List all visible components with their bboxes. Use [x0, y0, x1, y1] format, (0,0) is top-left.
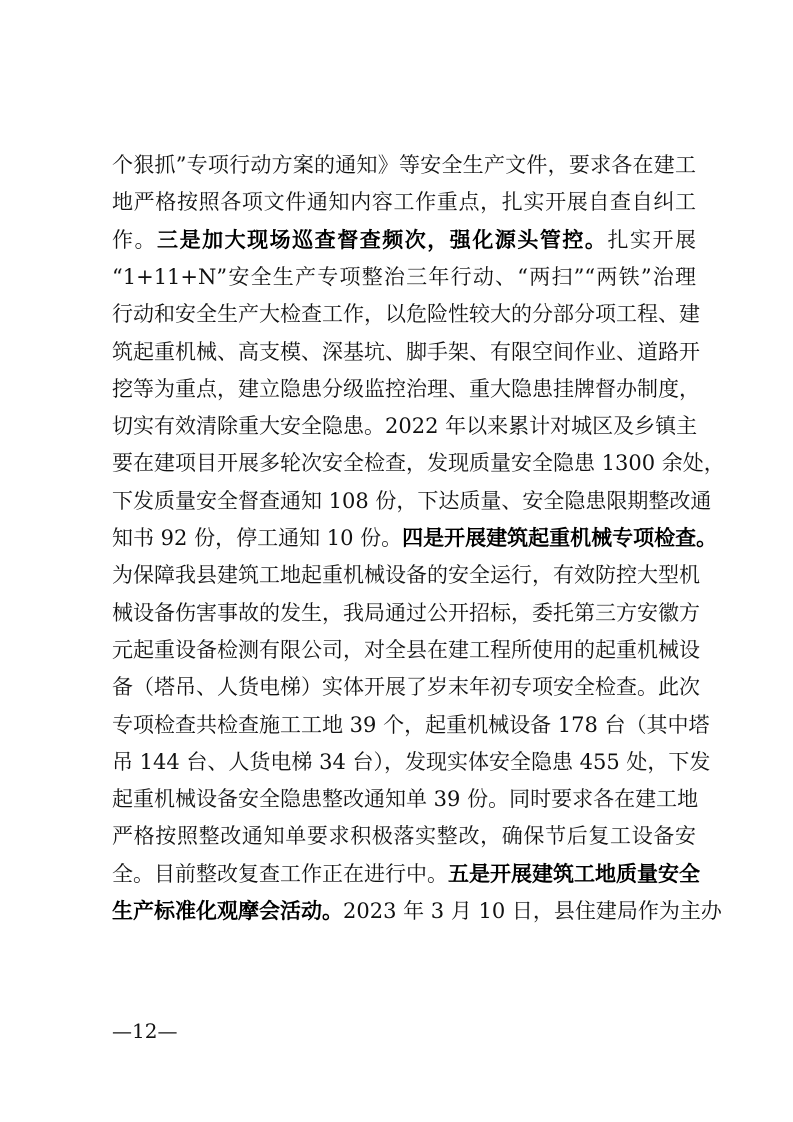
text-line — [112, 557, 700, 593]
text-segment: 为保障我县建筑工地起重机械设备的安全运行，有效防控大型机 — [112, 563, 700, 588]
text-line — [112, 408, 696, 444]
text-line — [112, 296, 700, 332]
text-segment: 地严格按照各项文件通知内容工作重点，扎实开展自查自纠工 — [112, 190, 696, 215]
text-line — [112, 371, 700, 407]
text-segment: 作。 — [112, 227, 158, 252]
text-segment: 个狠抓”专项行动方案的通知》等安全生产文件，要求各在建工 — [112, 153, 696, 177]
text-segment: 行动和安全生产大检查工作，以危险性较大的分部分项工程、建 — [112, 302, 700, 327]
text-segment: 知书 92 份，停工通知 10 份。 — [112, 526, 403, 550]
text-segment: 扎实开展 — [607, 227, 697, 252]
text-line — [112, 818, 696, 854]
text-segment: 全。目前整改复查工作正在进行中。 — [112, 861, 448, 886]
text-line — [112, 632, 700, 668]
text-segment: 专项检查共检查施工工地 39 个，起重机械设备 178 台（其中塔 — [112, 712, 710, 737]
text-line — [112, 707, 710, 743]
text-segment: 严格按照整改通知单要求积极落实整改，确保节后复工设备安 — [112, 824, 696, 849]
text-line — [112, 483, 712, 519]
text-line — [112, 781, 699, 817]
text-segment: 下发质量安全督查通知 108 份，下达质量、安全隐患限期整改通 — [112, 488, 712, 513]
text-segment: 起重机械设备安全隐患整改通知单 39 份。同时要求各在建工地 — [112, 787, 699, 812]
text-line — [112, 222, 696, 258]
text-line — [112, 893, 722, 929]
text-segment: 2023 年 3 月 10 日，县住建局作为主办 — [343, 899, 722, 923]
text-line — [112, 259, 696, 295]
text-line — [112, 334, 700, 370]
text-segment: 要在建项目开展多轮次安全检查，发现质量安全隐患 1300 余处， — [112, 451, 725, 476]
text-line — [112, 744, 711, 780]
text-segment: 挖等为重点，建立隐患分级监控治理、重大隐患挂牌督办制度， — [112, 376, 700, 401]
text-segment: 切实有效清除重大安全隐患。2022 年以来累计对城区及乡镇主 — [112, 414, 698, 439]
page-number: —12— — [112, 1019, 178, 1043]
text-line — [112, 669, 700, 705]
text-segment: 械设备伤害事故的发生，我局通过公开招标，委托第三方安徽方 — [112, 600, 700, 625]
bold-text-segment: 四是开展建筑起重机械专项检查。 — [402, 525, 718, 550]
text-segment: 吊 144 台、人货电梯 34 台），发现实体安全隐患 455 处，下发 — [112, 749, 711, 774]
text-line — [112, 184, 696, 220]
bold-text-segment: 生产标准化观摩会活动。 — [112, 898, 343, 923]
text-line — [112, 595, 700, 631]
text-segment: 元起重设备检测有限公司，对全县在建工程所使用的起重机械设 — [112, 637, 700, 662]
text-segment: 备（塔吊、人货电梯）实体开展了岁末年初专项安全检查。此次 — [112, 675, 700, 700]
text-line — [112, 856, 700, 892]
text-line — [112, 445, 725, 481]
text-line — [112, 147, 696, 183]
text-segment: 筑起重机械、高支模、深基坑、脚手架、有限空间作业、道路开 — [112, 339, 700, 364]
bold-text-segment: 三是加大现场巡查督查频次，强化源头管控。 — [157, 226, 608, 252]
text-line — [112, 520, 718, 556]
bold-text-segment: 五是开展建筑工地质量安全 — [448, 860, 700, 886]
text-segment: “1+11+N”安全生产专项整治三年行动、“两扫”“两铁”治理 — [112, 264, 696, 289]
